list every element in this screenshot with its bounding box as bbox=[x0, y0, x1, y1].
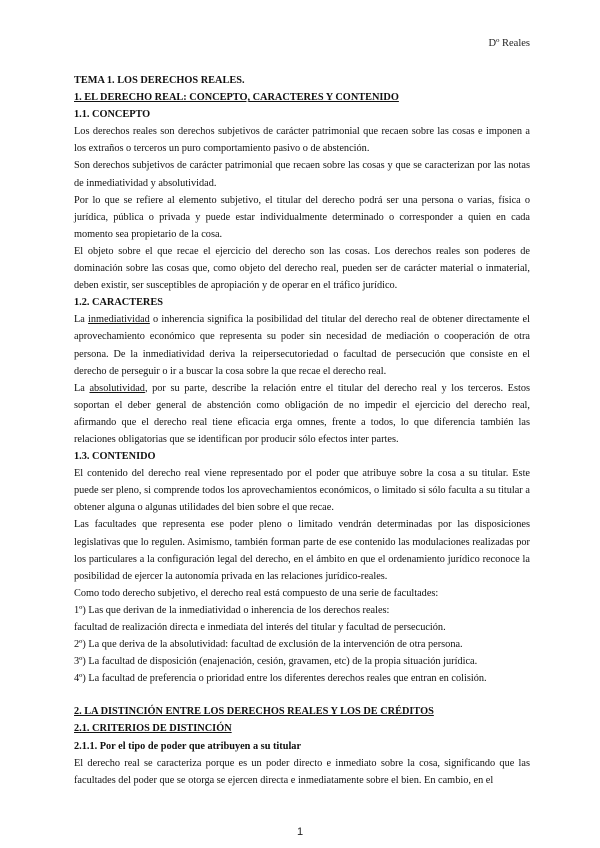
facultad-item-3: 3º) La facultad de disposición (enajenación, cesión, gravamen, etc) de la propia situación jurídica. bbox=[74, 656, 478, 668]
facultad-item-1-detail: facultad de realización directa e inmediata del interés del titular y facultad de persecución. bbox=[74, 622, 446, 633]
text-run: o inherencia significa la posibilidad del titular del derecho real de obtener directamente el aprovechamiento económico que representa su poder sin necesidad de mediación o cooperación de otra persona. De la inmediatividad deriva la reipersecutoriedad o facultad de persecución que consiste en el derecho de perseguir o ir a buscar la cosa sobre la que recae el derecho real. bbox=[74, 314, 530, 377]
term-inmediatividad: inmediatividad bbox=[88, 314, 150, 326]
running-header: Dº Reales bbox=[488, 38, 530, 49]
section-2-1-1-title: 2.1.1. Por el tipo de poder que atribuyen a su titular bbox=[74, 740, 302, 752]
section-1-2-title: 1.2. CARACTERES bbox=[74, 297, 163, 309]
caracteres-paragraph-1 bbox=[74, 311, 530, 379]
section-gap bbox=[74, 687, 530, 703]
term-absolutividad: absolutividad bbox=[89, 382, 145, 394]
section-2-title: 2. LA DISTINCIÓN ENTRE LOS DERECHOS REALES Y LOS DE CRÉDITOS bbox=[74, 706, 434, 718]
contenido-paragraph-1: El contenido del derecho real viene representado por el poder que atribuye sobre la cosa a su titular. Este puede ser pleno, si comprende todos los aprovechamientos económicos, o limitado si sólo faculta a su titular a obtener alguna o algunas utilidades del bien sobre el que recae. bbox=[74, 468, 530, 514]
text-run: La bbox=[74, 314, 89, 326]
facultad-item-2: 2º) La que deriva de la absolutividad: facultad de exclusión de la intervención de otra persona. bbox=[74, 639, 463, 651]
concepto-paragraph-3: Por lo que se refiere al elemento subjetivo, el titular del derecho podrá ser una persona o varias, física o jurídica, pública o privada y puede estar individualmente determinado o corresponder a quien en cada momento sea propietario de la cosa. bbox=[74, 194, 530, 240]
document-body bbox=[74, 72, 530, 789]
concepto-paragraph-2: Son derechos subjetivos de carácter patrimonial que recaen sobre las cosas y que se caracterizan por las notas de inmediatividad y absolutividad. bbox=[74, 160, 530, 189]
tema-title: TEMA 1. LOS DERECHOS REALES. bbox=[74, 75, 245, 86]
text-run: , por su parte, describe la relación entre el titular del derecho real y los terceros. Estos soportan el deber general de abstención como obligación de no impedir el ejercicio del derecho real, afirmando que el derecho real tiene eficacia erga omnes, frente a todos, lo que diferencia también las relaciones obligatorias que se identifican por producir sólo efectos inter partes. bbox=[74, 382, 530, 445]
caracteres-paragraph-2 bbox=[74, 380, 530, 448]
concepto-paragraph-4: El objeto sobre el que recae el ejercicio del derecho son las cosas. Los derechos reales son poderes de dominación sobre las cosas que, como objeto del derecho real, pueden ser de carácter material o inmaterial, deben existir, ser susceptibles de apropiación y de operar en el tráfico jurídico. bbox=[74, 245, 530, 292]
facultad-item-1: 1º) Las que derivan de la inmediatividad o inherencia de los derechos reales: bbox=[74, 604, 390, 616]
section-1-3-title: 1.3. CONTENIDO bbox=[74, 451, 156, 463]
section-1-1-title: 1.1. CONCEPTO bbox=[74, 109, 151, 121]
section-1-title: 1. EL DERECHO REAL: CONCEPTO, CARACTERES Y CONTENIDO bbox=[74, 92, 399, 104]
contenido-paragraph-3: Como todo derecho subjetivo, el derecho real está compuesto de una serie de facultades: bbox=[74, 587, 439, 599]
text-run: La bbox=[74, 382, 90, 394]
contenido-paragraph-2: Las facultades que representa ese poder pleno o limitado vendrán determinadas por las disposiciones legislativas que lo regulen. Asimismo, también forman parte de ese contenido las modulaciones realizadas por los particulares a la configuración legal del derecho, en el ámbito en que el ordenamiento jurídico reconoce la posibilidad de ejercer la autonomía privada en las relaciones jurídico-reales. bbox=[74, 519, 530, 582]
concepto-paragraph-1: Los derechos reales son derechos subjetivos de carácter patrimonial que recaen sobre las cosas e imponen a los extraños o terceros un puro comportamiento pasivo o de abstención. bbox=[74, 126, 530, 155]
distincion-paragraph-1: El derecho real se caracteriza porque es un poder directo e inmediato sobre la cosa, significando que las facultades del poder que se otorga se ejercen directa e inmediatamente sobre el bien. En cambio, en el bbox=[74, 757, 530, 786]
page-number: 1 bbox=[296, 826, 304, 838]
facultad-item-4: 4º) La facultad de preferencia o prioridad entre los diferentes derechos reales que entran en colisión. bbox=[74, 673, 487, 685]
section-2-1-title: 2.1. CRITERIOS DE DISTINCIÓN bbox=[74, 723, 232, 735]
